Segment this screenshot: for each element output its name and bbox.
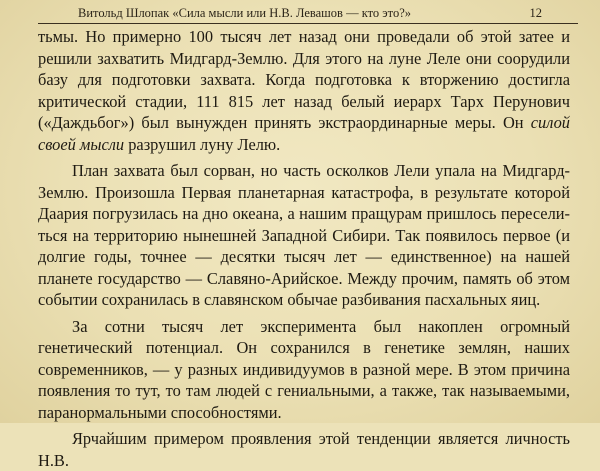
running-header: [38, 4, 578, 22]
paragraph-3: За сотни тысяч лет эксперимента был накоплен огромный генетический потенциал. Он сохранился в генетике землян, наших современников, — у разных индивидуумов в разной мере. В этом причина появления то тут, то там людей с гениальными, а также, так называемыми, паранормальными способностями.: [38, 316, 570, 422]
paragraph-1-text-before: тьмы. Но примерно 100 тысяч лет назад они проведали об этой затее и решили захватить Мидгард-Землю. Для этого на луне Леле они соорудили базу для подготовки захвата. Когда подготовка к вторжению достигла критической стадии, 111 815 лет назад белый иерарх Тарх Перунович («Даждьбог») был вынужден принять экстраординарные меры. Он: [38, 27, 570, 132]
paragraph-1: [38, 26, 570, 155]
header-rule: [38, 23, 578, 24]
paragraph-4: Ярчайшим примером проявления этой тенденции является личность Н.В.: [38, 429, 570, 470]
paragraph-1-emphasis: силой своей мысли: [38, 113, 570, 154]
body-text: [38, 26, 570, 471]
header-title: Витольд Шлопак «Сила мысли или Н.В. Левашов — кто это?»: [78, 6, 411, 20]
paragraph-1-text-after: разрушил луну Лелю.: [124, 134, 281, 154]
paragraph-2: План захвата был сорван, но часть осколков Лели упала на Мидгард-Землю. Произошла Первая планетарная катастрофа, в результате которой Даария погрузилась на дно океана, а нашим пращурам пришлось переселиться на территорию нынешней Западной Сибири. Так появилось первое (и долгие годы, точнее — десятки тысяч лет — единственное) на нашей планете государство — Славяно-Арийское. Между прочим, память об этом событии сохранилась в славянском обычае разбивания пасхальных яиц.: [38, 161, 570, 309]
page-number: 12: [529, 6, 542, 20]
